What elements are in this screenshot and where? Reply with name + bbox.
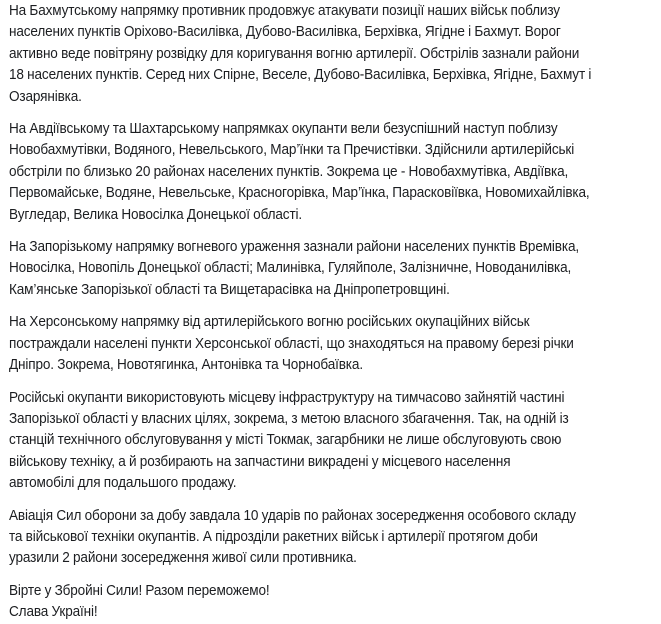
text-line: уразили 2 райони зосередження живої сили противника. [9,550,357,567]
text-line: Запорізької області у власних цілях, зокрема, з метою власного збагачення. Так, на одній із [9,410,569,427]
text-line: населених пунктів Оріхово-Василівка, Дубово-Василівка, Берхівка, Ягідне і Бахмут. Ворог [9,24,561,41]
text-line: На Бахмутському напрямку противник продовжує атакувати позиції наших військ поблизу [9,3,560,19]
paragraph-zaporizhzhia-direction [9,237,653,301]
text-line: На Авдіївському та Шахтарському напрямках окупанти вели безуспішний наступ поблизу [9,121,558,138]
text-line: Слава Україні! [9,604,98,621]
text-line: та військової техніки окупантів. А підрозділи ракетних військ і артилерії протягом доби [9,528,538,545]
text-line: Новобахмутівки, Водяного, Невельського, Мар’їнки та Пречистівки. Здійснили артилерійські [9,142,575,159]
text-line: 18 населених пунктів. Серед них Спірне, Веселе, Дубово-Василівка, Берхівка, Ягідне, Бахмут і [9,67,592,84]
text-line: Новосілка, Новопіль Донецької області; Малинівка, Гуляйполе, Залізничне, Новоданилівка, [9,260,572,277]
text-line: Кам’янське Запорізької області та Вищетарасівка на Дніпропетровщині. [9,281,450,298]
text-line: автомобілі для подальшого продажу. [9,475,237,492]
text-line: Первомайське, Водяне, Невельське, Красногорівка, Мар’їнка, Парасковіївка, Новомихайлівка, [9,185,590,202]
text-line: Авіація Сил оборони за добу завдала 10 ударів по районах зосередження особового складу [9,507,576,524]
text-line: Вірте у Збройні Сили! Разом переможемо! [9,582,270,599]
text-line: Російські окупанти використовують місцеву інфраструктуру на тимчасово зайнятій частині [9,389,565,406]
paragraph-bakhmut-direction [9,1,653,108]
text-line: На Херсонському напрямку від артилерійського вогню російських окупаційних військ [9,314,530,331]
text-line: Озарянівка. [9,88,82,105]
text-line: військову техніку, а й розбирають на запчастини викрадені у місцевого населення [9,453,511,470]
text-line: Вугледар, Велика Новосілка Донецької області. [9,206,303,223]
paragraph-closing-slogan [9,581,653,624]
text-line: обстріли по близько 20 районах населених пунктів. Зокрема це - Новобахмутівка, Авдіївка, [9,163,569,180]
text-line: станцій технічного обслуговування у місті Токмак, загарбники не лише обслуговують свою [9,432,562,449]
paragraph-occupiers-infrastructure [9,388,653,495]
paragraph-aviation-strikes [9,506,653,570]
text-line: Дніпро. Зокрема, Новотягинка, Антонівка та Чорнобаївка. [9,357,363,374]
text-line: На Запорізькому напрямку вогневого ураження зазнали райони населених пунктів Времівка, [9,239,580,256]
text-line: постраждали населені пункти Херсонської області, що знаходяться на правому березі річки [9,335,574,352]
paragraph-kherson-direction [9,312,653,376]
paragraph-avdiivka-shakhtarsk-direction [9,119,653,226]
text-line: активно веде повітряну розвідку для коригування вогню артилерії. Обстрілів зазнали райони [9,45,580,62]
